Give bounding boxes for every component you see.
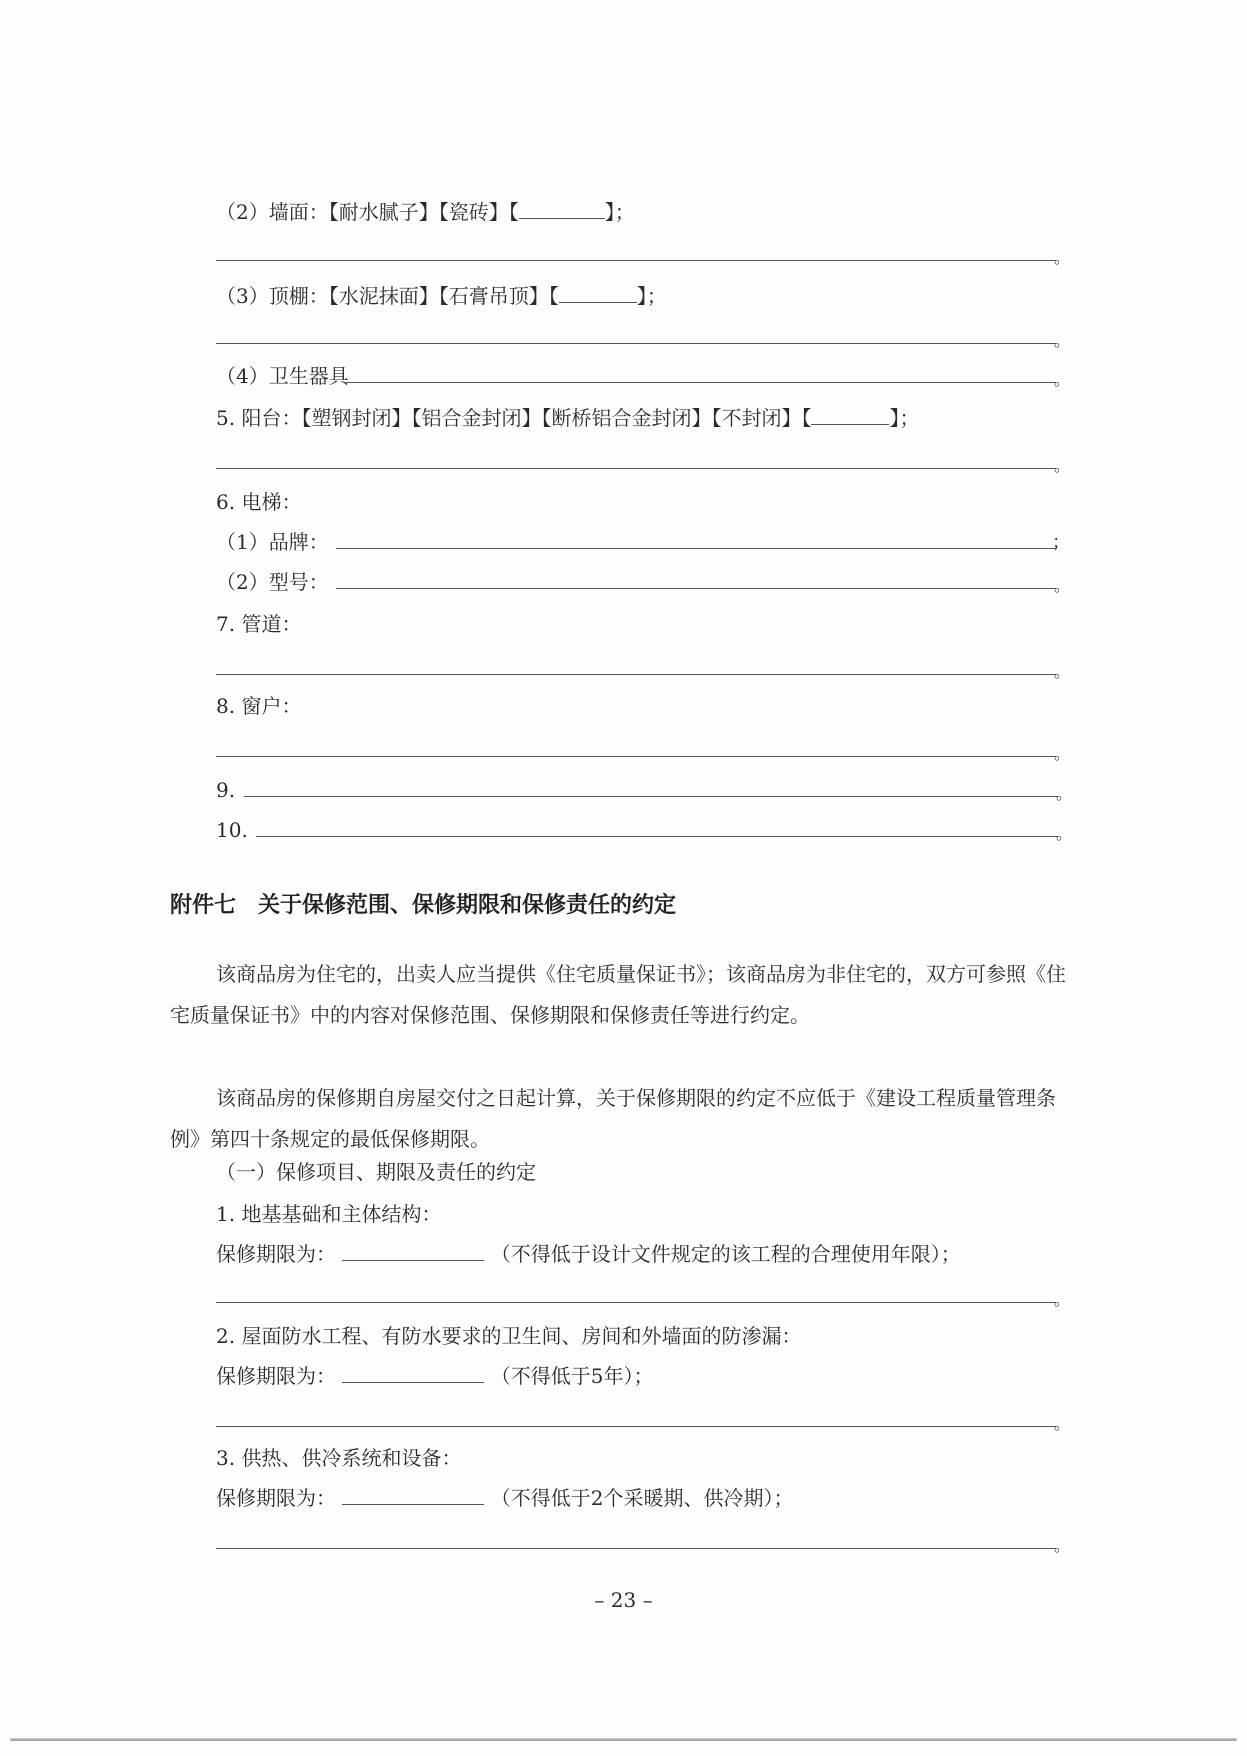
sanitary-fill-line[interactable] (346, 362, 1070, 390)
ceiling-close: 】； (636, 284, 667, 308)
period: 。 (1053, 456, 1070, 475)
windows-fill-line[interactable] (216, 736, 1070, 764)
semicolon: ； (1052, 532, 1070, 553)
wall-blank[interactable] (519, 200, 605, 219)
warranty-3-period-blank[interactable] (342, 1486, 484, 1505)
warranty-2-period (216, 1362, 653, 1390)
ceiling-label: （3）顶棚：【水泥抹面】【石膏吊顶】【 (216, 284, 559, 308)
page-edge-divider (10, 1738, 1237, 1741)
item10-fill-line[interactable] (256, 816, 1072, 844)
period: 。 (1055, 824, 1072, 843)
period: 。 (1053, 576, 1070, 595)
period: 。 (1053, 331, 1070, 350)
balcony-blank[interactable] (811, 406, 889, 425)
paragraph-2: 该商品房的保修期自房屋交付之日起计算，关于保修期限的约定不应低于《建设工程质量管理条例》第四十条规定的最低保修期限。 (170, 1086, 1056, 1151)
warranty-3-title: 3. 供热、供冷系统和设备： (216, 1446, 462, 1470)
warranty-1-period (216, 1240, 961, 1268)
paragraph-1: 该商品房为住宅的，出卖人应当提供《住宅质量保证书》；该商品房为非住宅的，双方可参照《住宅质量保证书》中的内容对保修范围、保修期限和保修责任等进行约定。 (170, 962, 1066, 1027)
item9-label: 9. (216, 778, 236, 802)
brand-fill-line[interactable] (336, 528, 1070, 556)
wall-option (216, 198, 635, 226)
period: 。 (1053, 662, 1070, 681)
model-fill-line[interactable] (336, 568, 1070, 596)
period: 。 (1053, 1414, 1070, 1433)
item10-label: 10. (216, 818, 248, 842)
balcony-option (216, 404, 919, 432)
warranty-1-title: 1. 地基基础和主体结构： (216, 1202, 442, 1226)
brand-label: （1）品牌： (216, 530, 329, 554)
balcony-close: 】； (889, 406, 920, 430)
sanitary-label: （4）卫生器具 (216, 364, 349, 388)
period-label: 保修期限为： (216, 1486, 336, 1510)
period: 。 (1053, 1536, 1070, 1555)
elevator-label: 6. 电梯： (216, 490, 302, 514)
section-title: 附件七 关于保修范围、保修期限和保修责任的约定 (170, 893, 677, 918)
item9-fill-line[interactable] (244, 776, 1072, 804)
period: 。 (1053, 744, 1070, 763)
warranty-3-period (216, 1484, 793, 1512)
pipes-fill-line[interactable] (216, 654, 1070, 682)
wall-label: （2）墙面：【耐水腻子】【瓷砖】【 (216, 200, 519, 224)
model-label: （2）型号： (216, 570, 329, 594)
warranty-2-fill-line[interactable] (216, 1406, 1070, 1434)
ceiling-fill-line[interactable] (216, 323, 1070, 351)
period: 。 (1055, 784, 1072, 803)
warranty-1-fill-line[interactable] (216, 1282, 1070, 1310)
wall-close: 】； (604, 200, 635, 224)
pipes-label: 7. 管道： (216, 612, 302, 636)
period-note: （不得低于5年）； (490, 1364, 654, 1388)
subsection-title: （一）保修项目、期限及责任的约定 (216, 1160, 536, 1184)
balcony-fill-line[interactable] (216, 448, 1070, 476)
warranty-1-period-blank[interactable] (342, 1242, 484, 1261)
warranty-3-fill-line[interactable] (216, 1528, 1070, 1556)
period: 。 (1053, 248, 1070, 267)
ceiling-blank[interactable] (559, 284, 637, 303)
balcony-label: 5. 阳台：【塑钢封闭】【铝合金封闭】【断桥铝合金封闭】【不封闭】【 (216, 406, 812, 430)
period-label: 保修期限为： (216, 1364, 336, 1388)
page-number: – 23 – (594, 1588, 653, 1612)
warranty-2-period-blank[interactable] (342, 1364, 484, 1383)
ceiling-option (216, 282, 667, 310)
warranty-2-title: 2. 屋面防水工程、有防水要求的卫生间、房间和外墙面的防渗漏： (216, 1324, 802, 1348)
period: 。 (1053, 370, 1070, 389)
period-note: （不得低于2个采暖期、供冷期）； (490, 1486, 794, 1510)
period-label: 保修期限为： (216, 1242, 336, 1266)
period-note: （不得低于设计文件规定的该工程的合理使用年限）； (490, 1242, 961, 1266)
period: 。 (1053, 1290, 1070, 1309)
wall-fill-line[interactable] (216, 240, 1070, 268)
windows-label: 8. 窗户： (216, 694, 302, 718)
